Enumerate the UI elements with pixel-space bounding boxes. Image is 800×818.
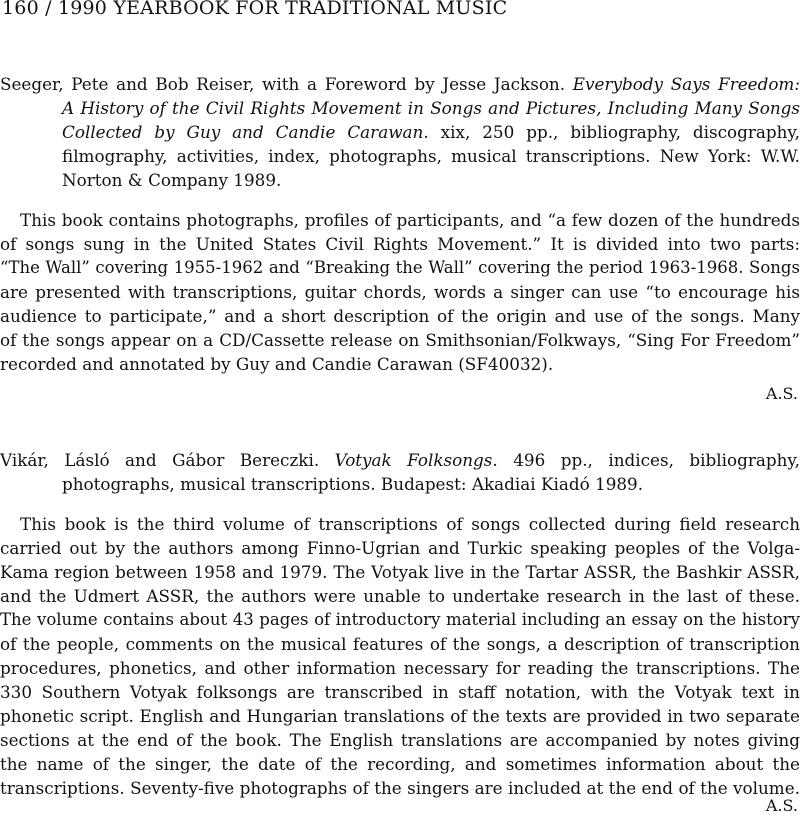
body-line: carried out by the authors among Finno-Ugrian and Turkic speaking peoples of the Volga-: [0, 538, 800, 558]
body-line: This book contains photographs, profiles of participants, and “a few dozen of the hundreds: [20, 210, 800, 230]
body-line: procedures, phonetics, and other information necessary for reading the transcriptions. The: [0, 658, 800, 678]
body-line: 330 Southern Votyak folksongs are transcribed in staff notation, with the Votyak text in: [0, 682, 800, 702]
body-line: phonetic script. English and Hungarian translations of the texts are provided in two separate: [0, 706, 800, 726]
body-line: “The Wall” covering 1955-1962 and “Breaking the Wall” covering the period 1963-1968. Songs: [0, 258, 800, 277]
review2-body: [0, 512, 800, 800]
review2-signature: A.S.: [765, 796, 798, 815]
review1-body: [0, 208, 800, 376]
body-line: Kama region between 1958 and 1979. The Votyak live in the Tartar ASSR, the Bashkir ASSR,: [0, 562, 800, 582]
body-line: The volume contains about 43 pages of introductory material including an essay on the history: [0, 610, 800, 629]
body-line: and the Udmert ASSR, the authors were unable to undertake research in the last of these.: [0, 586, 800, 606]
body-line: recorded and annotated by Guy and Candie Carawan (SF40032).: [0, 354, 554, 374]
citation-line: A History of the Civil Rights Movement in Songs and Pictures, Including Many Songs: [62, 98, 800, 118]
body-line: of songs sung in the United States Civil Rights Movement.” It is divided into two parts:: [0, 234, 800, 254]
review1-citation: [0, 72, 800, 192]
body-line: This book is the third volume of transcriptions of songs collected during field research: [20, 514, 800, 534]
body-line: of the songs appear on a CD/Cassette release on Smithsonian/Folkways, “Sing For Freedom”: [0, 330, 800, 350]
body-line: of the people, comments on the musical features of the songs, a description of transcription: [0, 634, 800, 654]
citation-line: photographs, musical transcriptions. Budapest: Akadiai Kiadó 1989.: [62, 474, 644, 494]
citation-line: Seeger, Pete and Bob Reiser, with a Foreword by Jesse Jackson. Everybody Says Freedom:: [0, 74, 800, 94]
review1-signature: A.S.: [765, 384, 798, 403]
citation-line: Collected by Guy and Candie Carawan. xix, 250 pp., bibliography, discography,: [62, 122, 800, 142]
running-head: 160 / 1990 YEARBOOK FOR TRADITIONAL MUSIC: [2, 0, 508, 19]
body-line: audience to participate,” and a short description of the origin and use of the songs. Many: [0, 306, 800, 326]
body-line: are presented with transcriptions, guitar chords, words a singer can use “to encourage his: [0, 282, 800, 302]
citation-line: filmography, activities, index, photographs, musical transcriptions. New York: W.W.: [62, 146, 800, 166]
body-line: sections at the end of the book. The English translations are accompanied by notes giving: [0, 730, 800, 750]
citation-line: Vikár, Lásló and Gábor Bereczki. Votyak Folksongs. 496 pp., indices, bibliography,: [0, 450, 800, 470]
review2-citation: [0, 448, 800, 496]
citation-line: Norton & Company 1989.: [62, 170, 282, 190]
body-line: transcriptions. Seventy-five photographs of the singers are included at the end of the volume.: [0, 778, 800, 798]
body-line: the name of the singer, the date of the recording, and sometimes information about the: [0, 754, 800, 774]
